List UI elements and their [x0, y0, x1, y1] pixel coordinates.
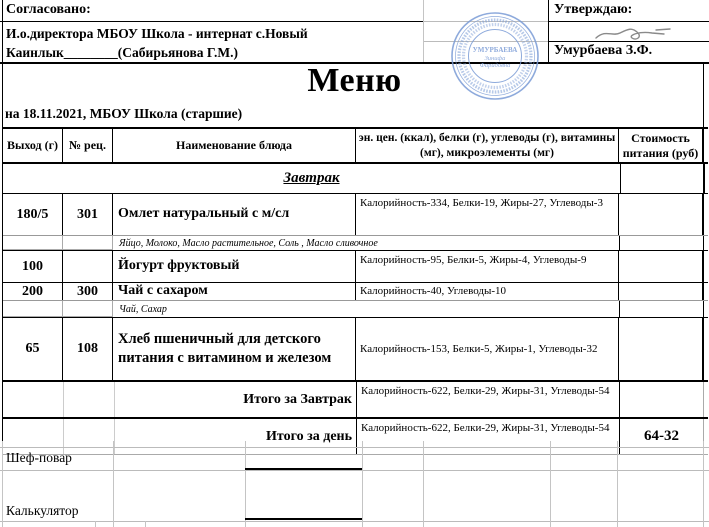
empty-cell	[621, 164, 705, 193]
grid-line	[145, 521, 146, 527]
grid-line	[2, 441, 3, 527]
total-label-text: Итого за Завтрак	[243, 391, 352, 407]
cell-recipe: 301	[63, 194, 113, 235]
page-title: Меню	[307, 62, 402, 99]
section-row-breakfast	[3, 164, 708, 194]
divider	[63, 382, 64, 417]
cell-output: 65	[3, 318, 63, 380]
cell-recipe: 108	[63, 318, 113, 380]
grid-line	[95, 521, 96, 527]
header-cost: Стоимость питания (руб)	[619, 129, 703, 162]
cell-output: 100	[3, 251, 63, 282]
divider	[114, 382, 115, 417]
grid-line	[0, 521, 709, 522]
ingredients-row	[3, 236, 708, 251]
cell-cost	[619, 283, 703, 300]
grid-line	[423, 441, 424, 527]
stamp-name-line1: УМУРБАЕВА	[472, 46, 518, 54]
total-label	[3, 382, 357, 417]
table-row	[3, 318, 708, 382]
grid-line	[703, 441, 704, 527]
cell-nutrition: Калорийность-334, Белки-19, Жиры-27, Углеводы-3	[356, 194, 619, 235]
header-recipe: № рец.	[63, 129, 113, 162]
cell-output: 180/5	[3, 194, 63, 235]
menu-subtitle: на 18.11.2021, МБОУ Школа (старшие)	[5, 106, 243, 121]
grid-line	[113, 441, 114, 527]
cell-dish-name: Омлет натуральный с м/сл	[113, 194, 356, 235]
stamp-name-line2: Зинифа	[484, 55, 506, 62]
agreed-director-text	[6, 24, 436, 62]
menu-table	[2, 127, 708, 455]
cell-dish-name: Йогурт фруктовый	[113, 251, 356, 282]
ingredients-row	[3, 301, 708, 318]
cell-nutrition: Калорийность-95, Белки-5, Жиры-4, Углеводы-9	[356, 251, 619, 282]
cell-recipe	[63, 251, 113, 282]
total-cost	[620, 382, 704, 417]
total-nutrition: Калорийность-622, Белки-29, Жиры-31, Углеводы-54	[357, 382, 620, 417]
cell-nutrition: Калорийность-40, Углеводы-10	[356, 283, 619, 300]
calculator-signature-line	[245, 518, 362, 520]
total-label	[3, 419, 357, 454]
empty-cell	[3, 236, 63, 250]
approve-label: Утверждаю:	[554, 2, 633, 17]
header-output: Выход (г)	[3, 129, 63, 162]
header-nutrition: эн. цен. (ккал), белки (г), углеводы (г), витамины (мг), микроэлементы (мг)	[356, 129, 619, 162]
table-header-row	[3, 129, 708, 164]
grid-line	[245, 441, 246, 527]
header-dish-name: Наименование блюда	[113, 129, 356, 162]
divider	[548, 21, 709, 22]
cell-dish-name: Чай с сахаром	[113, 283, 356, 300]
empty-cell	[63, 301, 113, 317]
cell-cost	[619, 318, 703, 380]
cell-cost	[619, 251, 703, 282]
empty-cell	[620, 301, 704, 317]
total-nutrition: Калорийность-622, Белки-29, Жиры-31, Углеводы-54	[357, 419, 620, 454]
ingredients-text: Яйцо, Молоко, Масло растительное, Соль , Масло сливочное	[113, 236, 620, 250]
empty-cell	[620, 236, 704, 250]
cell-cost	[619, 194, 703, 235]
grid-line	[362, 441, 363, 527]
cell-output: 200	[3, 283, 63, 300]
empty-cell	[3, 301, 63, 317]
divider	[114, 419, 115, 454]
divider	[63, 419, 64, 454]
ingredients-text: Чай, Сахар	[113, 301, 620, 317]
cell-dish-name: Хлеб пшеничный для детского питания с витамином и железом	[113, 318, 356, 380]
total-day-row	[3, 419, 708, 455]
chef-label: Шеф-повар	[6, 450, 72, 465]
table-row	[3, 251, 708, 283]
agreed-label: Согласовано:	[6, 2, 91, 17]
grid-line	[0, 470, 709, 471]
calculator-label: Калькулятор	[6, 503, 79, 518]
empty-cell	[63, 236, 113, 250]
table-row	[3, 194, 708, 236]
total-cost-value: 64-32	[620, 419, 704, 454]
total-breakfast-row	[3, 382, 708, 419]
section-title: Завтрак	[3, 164, 621, 193]
stamp-name-line3: Фаридовна	[479, 62, 511, 69]
divider	[423, 0, 424, 62]
approver-signature	[592, 25, 702, 43]
grid-line	[0, 447, 709, 448]
divider	[0, 21, 423, 22]
agreed-line2: Каинлык________(Сабирьянова Г.М.)	[6, 45, 238, 60]
grid-line	[617, 441, 618, 527]
chef-signature-line	[245, 468, 362, 470]
approver-name: Умурбаева З.Ф.	[554, 43, 653, 58]
cell-recipe: 300	[63, 283, 113, 300]
divider	[548, 0, 549, 62]
agreed-line1: И.о.директора МБОУ Школа - интернат с.Новый	[6, 26, 308, 41]
cell-nutrition: Калорийность-153, Белки-5, Жиры-1, Углеводы-32	[356, 318, 619, 380]
grid-line	[550, 441, 551, 527]
table-row	[3, 283, 708, 301]
total-label-text: Итого за день	[266, 428, 352, 444]
